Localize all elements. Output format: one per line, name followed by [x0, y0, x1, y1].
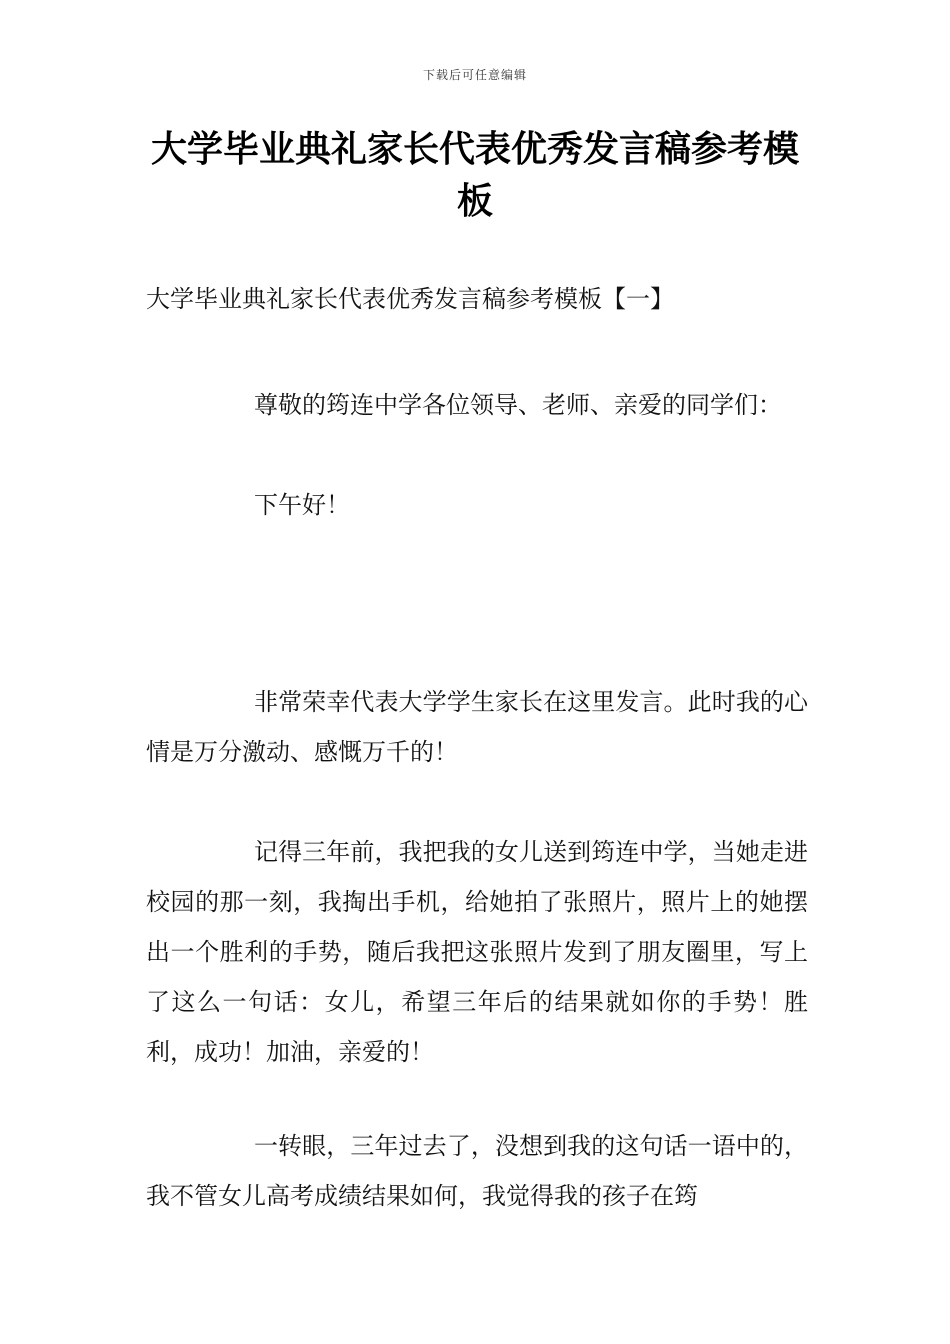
header-note: 下载后可任意编辑: [422, 68, 527, 82]
body-paragraph: 一转眼，三年过去了，没想到我的这句话一语中的，我不管女儿高考成绩结果如何，我觉得我的孩子在筠: [146, 1132, 808, 1210]
body-paragraph: 记得三年前，我把我的女儿送到筠连中学，当她走进校园的那一刻，我掏出手机，给她拍了张照片，照片上的她摆出一个胜利的手势，随后我把这张照片发到了朋友圈里，写上了这么一句话：女儿，希望三年后的结果就如你的手势！胜利，成功！加油，亲爱的！: [146, 838, 808, 1066]
section-heading: 大学毕业典礼家长代表优秀发言稿参考模板【一】: [146, 285, 674, 313]
body-paragraph: 非常荣幸代表大学学生家长在这里发言。此时我的心情是万分激动、感慨万千的！: [146, 688, 808, 766]
greeting: 下午好！: [254, 491, 350, 519]
document-title: 大学毕业典礼家长代表优秀发言稿参考模板: [150, 129, 799, 222]
salutation: 尊敬的筠连中学各位领导、老师、亲爱的同学们：: [254, 391, 782, 419]
